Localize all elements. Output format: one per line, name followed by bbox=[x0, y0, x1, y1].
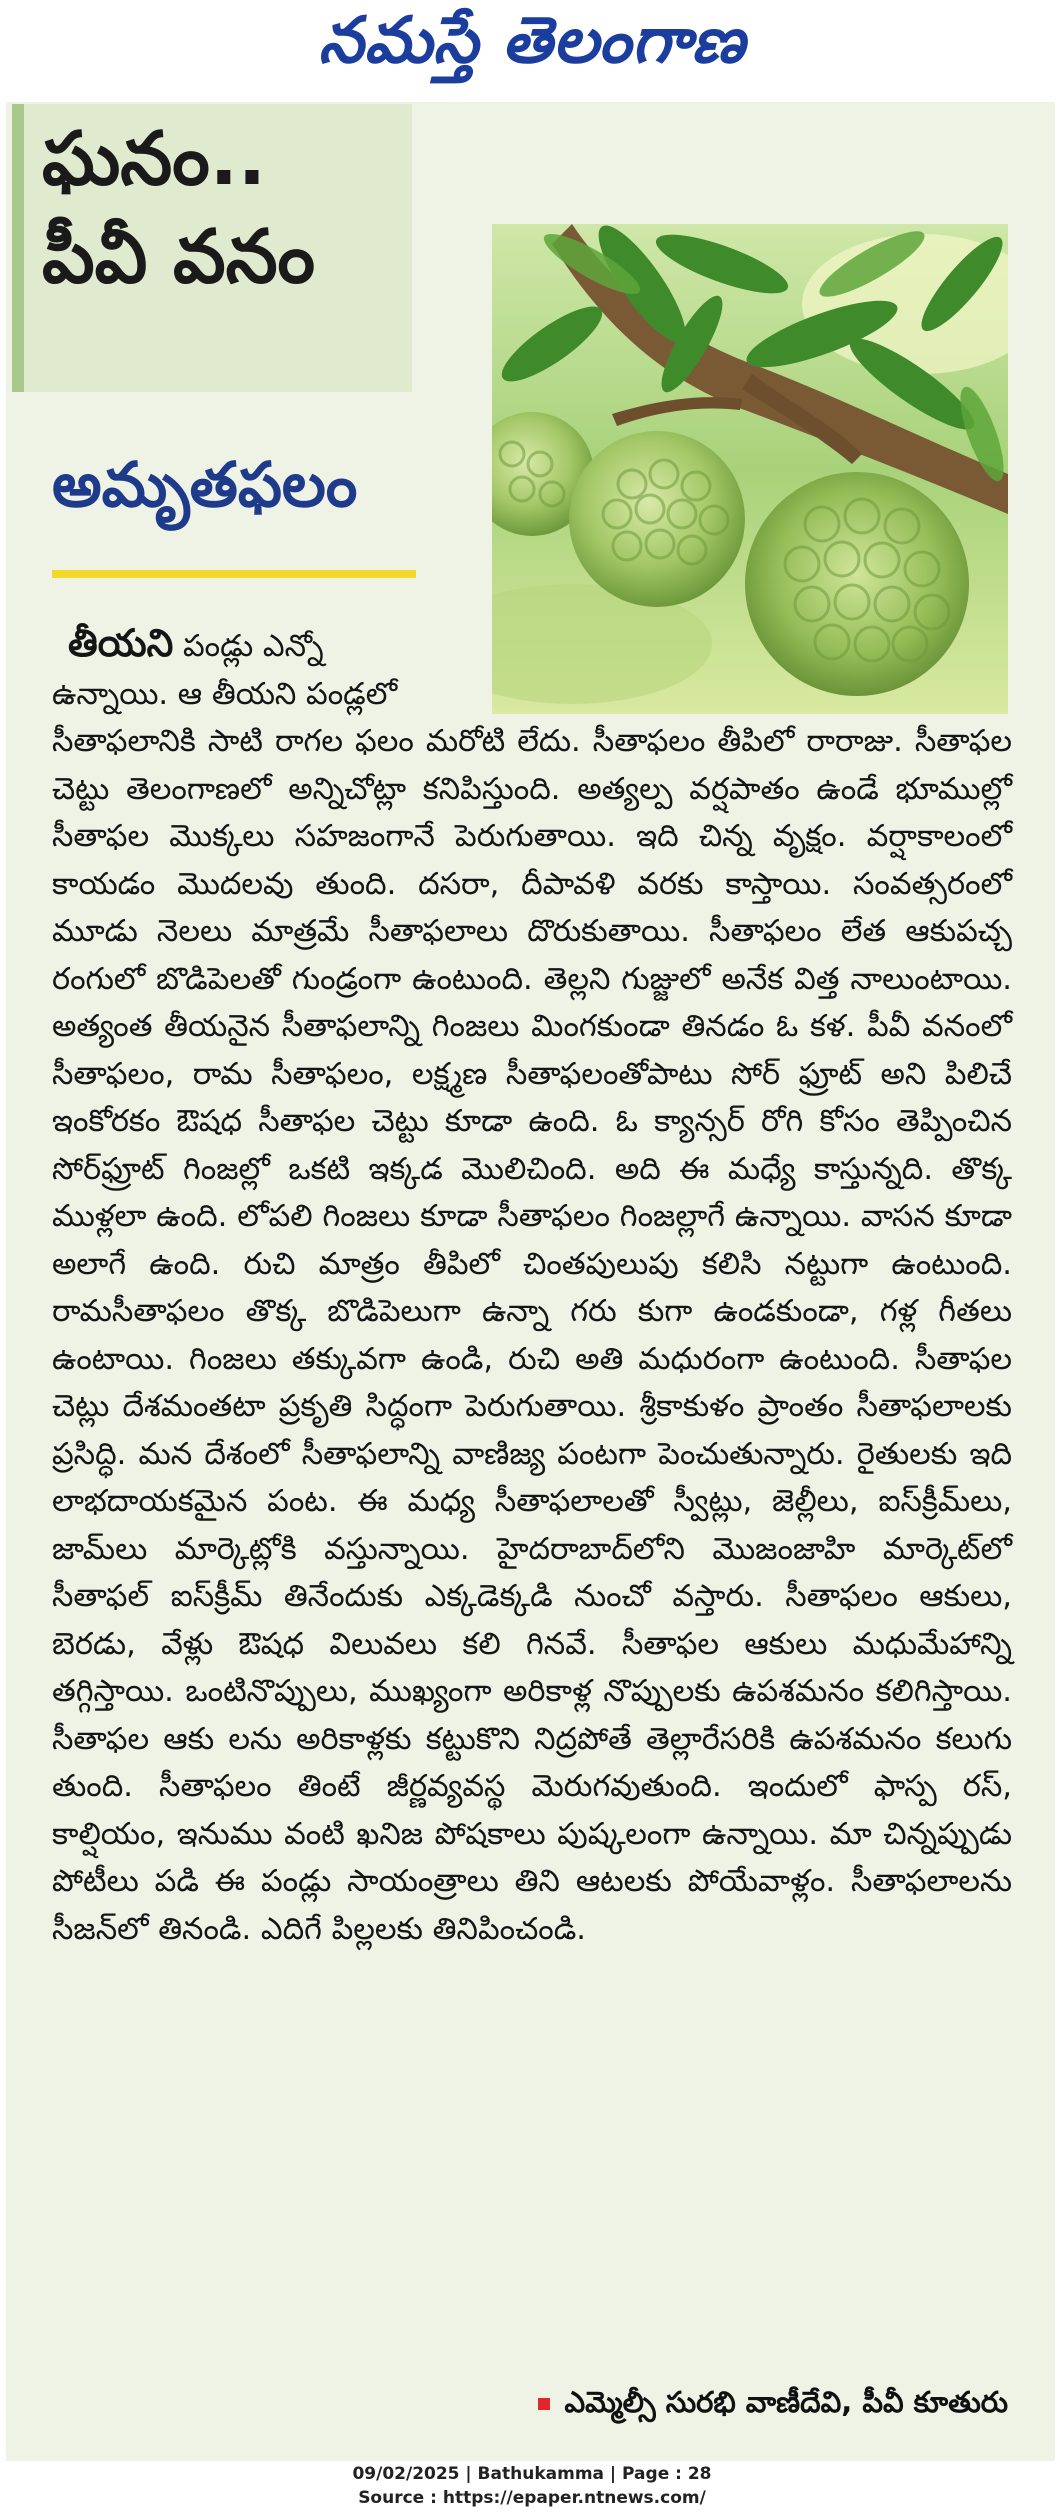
article-headline bbox=[42, 110, 402, 306]
article-body-text: సీతాఫలానికి సాటి రాగల ఫలం మరోటి లేదు. సీతాఫలం తీపిలో రారాజు. సీతాఫల చెట్టు తెలంగాణలో అన్నిచోట్లా కనిపిస్తుంది. అత్యల్ప వర్షపాతం ఉండే భూముల్లో సీతాఫల మొక్కలు సహజంగానే పెరుగుతాయి. ఇది చిన్న వృక్షం. వర్షాకాలంలో కాయడం మొదలవు తుంది. దసరా, దీపావళి వరకు కాస్తాయి. సంవత్సరంలో మూడు నెలలు మాత్రమే సీతాఫలాలు దొరుకుతాయి. సీతాఫలం లేత ఆకుపచ్చ రంగులో బొడిపెలతో గుండ్రంగా ఉంటుంది. తెల్లని గుజ్జులో అనేక విత్త నాలుంటాయి. అత్యంత తీయనైన సీతాఫలాన్ని గింజలు మింగకుండా తినడం ఓ కళ. పీవీ వనంలో సీతాఫలం, రామ సీతాఫలం, లక్ష్మణ సీతాఫలంతోపాటు సోర్ ఫ్రూట్ అని పిలిచే ఇంకోరకం ఔషధ సీతాఫల చెట్టు కూడా ఉంది. ఓ క్యాన్సర్ రోగి కోసం తెప్పించిన సోర్‌ఫ్రూట్ గింజల్లో ఒకటి ఇక్కడ మొలిచింది. అది ఈ మధ్యే కాస్తున్నది. తొక్క ముళ్లలా ఉంది. లోపలి గింజలు కూడా సీతాఫలం గింజల్లాగే ఉన్నాయి. వాసన కూడా అలాగే ఉంది. రుచి మాత్రం తీపిలో చింతపులుపు కలిసి నట్టుగా ఉంటుంది. రామసీతాఫలం తొక్క బొడిపెలుగా ఉన్నా గరు కుగా ఉండకుండా, గళ్ల గీతలు ఉంటాయి. గింజలు తక్కువగా ఉండి, రుచి అతి మధురంగా ఉంటుంది. సీతాఫల చెట్లు దేశమంతటా ప్రకృతి సిద్ధంగా పెరుగుతాయి. శ్రీకాకుళం ప్రాంతం సీతాఫలాలకు ప్రసిద్ధి. మన దేశంలో సీతాఫలాన్ని వాణిజ్య పంటగా పెంచుతున్నారు. రైతులకు ఇది లాభదాయకమైన పంట. ఈ మధ్య సీతాఫలాలతో స్వీట్లు, జెల్లీలు, ఐస్‌క్రీమ్‌లు, జామ్‌లు మార్కెట్లోకి వస్తున్నాయి. హైదరాబాద్‌లోని మొజంజాహి మార్కెట్‌లో సీతాఫల్ ఐస్‌క్రీమ్ తినేందుకు ఎక్కడెక్కడి నుంచో వస్తారు. సీతాఫలం ఆకులు, బెరడు, వేళ్లు ఔషధ విలువలు కలి గినవే. సీతాఫల ఆకులు మధుమేహాన్ని తగ్గిస్తాయి. ఒంటినొప్పులు, ముఖ్యంగా అరికాళ్ల నొప్పులకు ఉపశమనం కలిగిస్తాయి. సీతాఫల ఆకు లను అరికాళ్లకు కట్టుకొని నిద్రపోతే తెల్లారేసరికి ఉపశమనం కలుగు తుంది. సీతాఫలం తింటే జీర్ణవ్యవస్థ మెరుగవుతుంది. ఇందులో ఫాస్ప రస్, కాల్షియం, ఇనుము వంటి ఖనిజ పోషకాలు పుష్కలంగా ఉన్నాయి. మా చిన్నప్పుడు పోటీలు పడి ఈ పండ్లు సాయంత్రాలు తిని ఆటలకు పోయేవాళ్లం. సీతాఫలాలను సీజన్‌లో తినండి. ఎదిగే పిల్లలకు తినిపించండి. bbox=[52, 724, 1012, 1947]
byline-bullet-icon bbox=[538, 2398, 550, 2410]
masthead bbox=[0, 0, 1064, 92]
article-byline bbox=[538, 2385, 1008, 2427]
lead-line bbox=[52, 620, 1012, 671]
lead-line-2: ఉన్నాయి. ఆ తీయని పండ్లలో bbox=[52, 676, 398, 712]
footer-date-page: 09/02/2025 | Bathukamma | Page : 28 bbox=[352, 2464, 712, 2484]
lead-bold-word: తీయని bbox=[68, 621, 174, 665]
headline-line-1: ఘనం.. bbox=[42, 116, 266, 202]
article-body bbox=[52, 620, 1012, 1953]
lead-rest: పండ్లు ఎన్నో bbox=[173, 629, 324, 664]
article-subtitle: అమృతఫలం bbox=[52, 448, 358, 521]
headline-line-2: పీవీ వనం bbox=[42, 214, 316, 300]
masthead-title: నమస్తే తెలంగాణ bbox=[318, 4, 746, 78]
footer-source: Source : https://epaper.ntnews.com/ bbox=[358, 2488, 706, 2508]
byline-text: ఎమ్మెల్సీ సురభి వాణీదేవి, పీవీ కూతురు bbox=[564, 2385, 1008, 2419]
subtitle-underline bbox=[52, 570, 416, 578]
page-footer bbox=[0, 2462, 1064, 2510]
